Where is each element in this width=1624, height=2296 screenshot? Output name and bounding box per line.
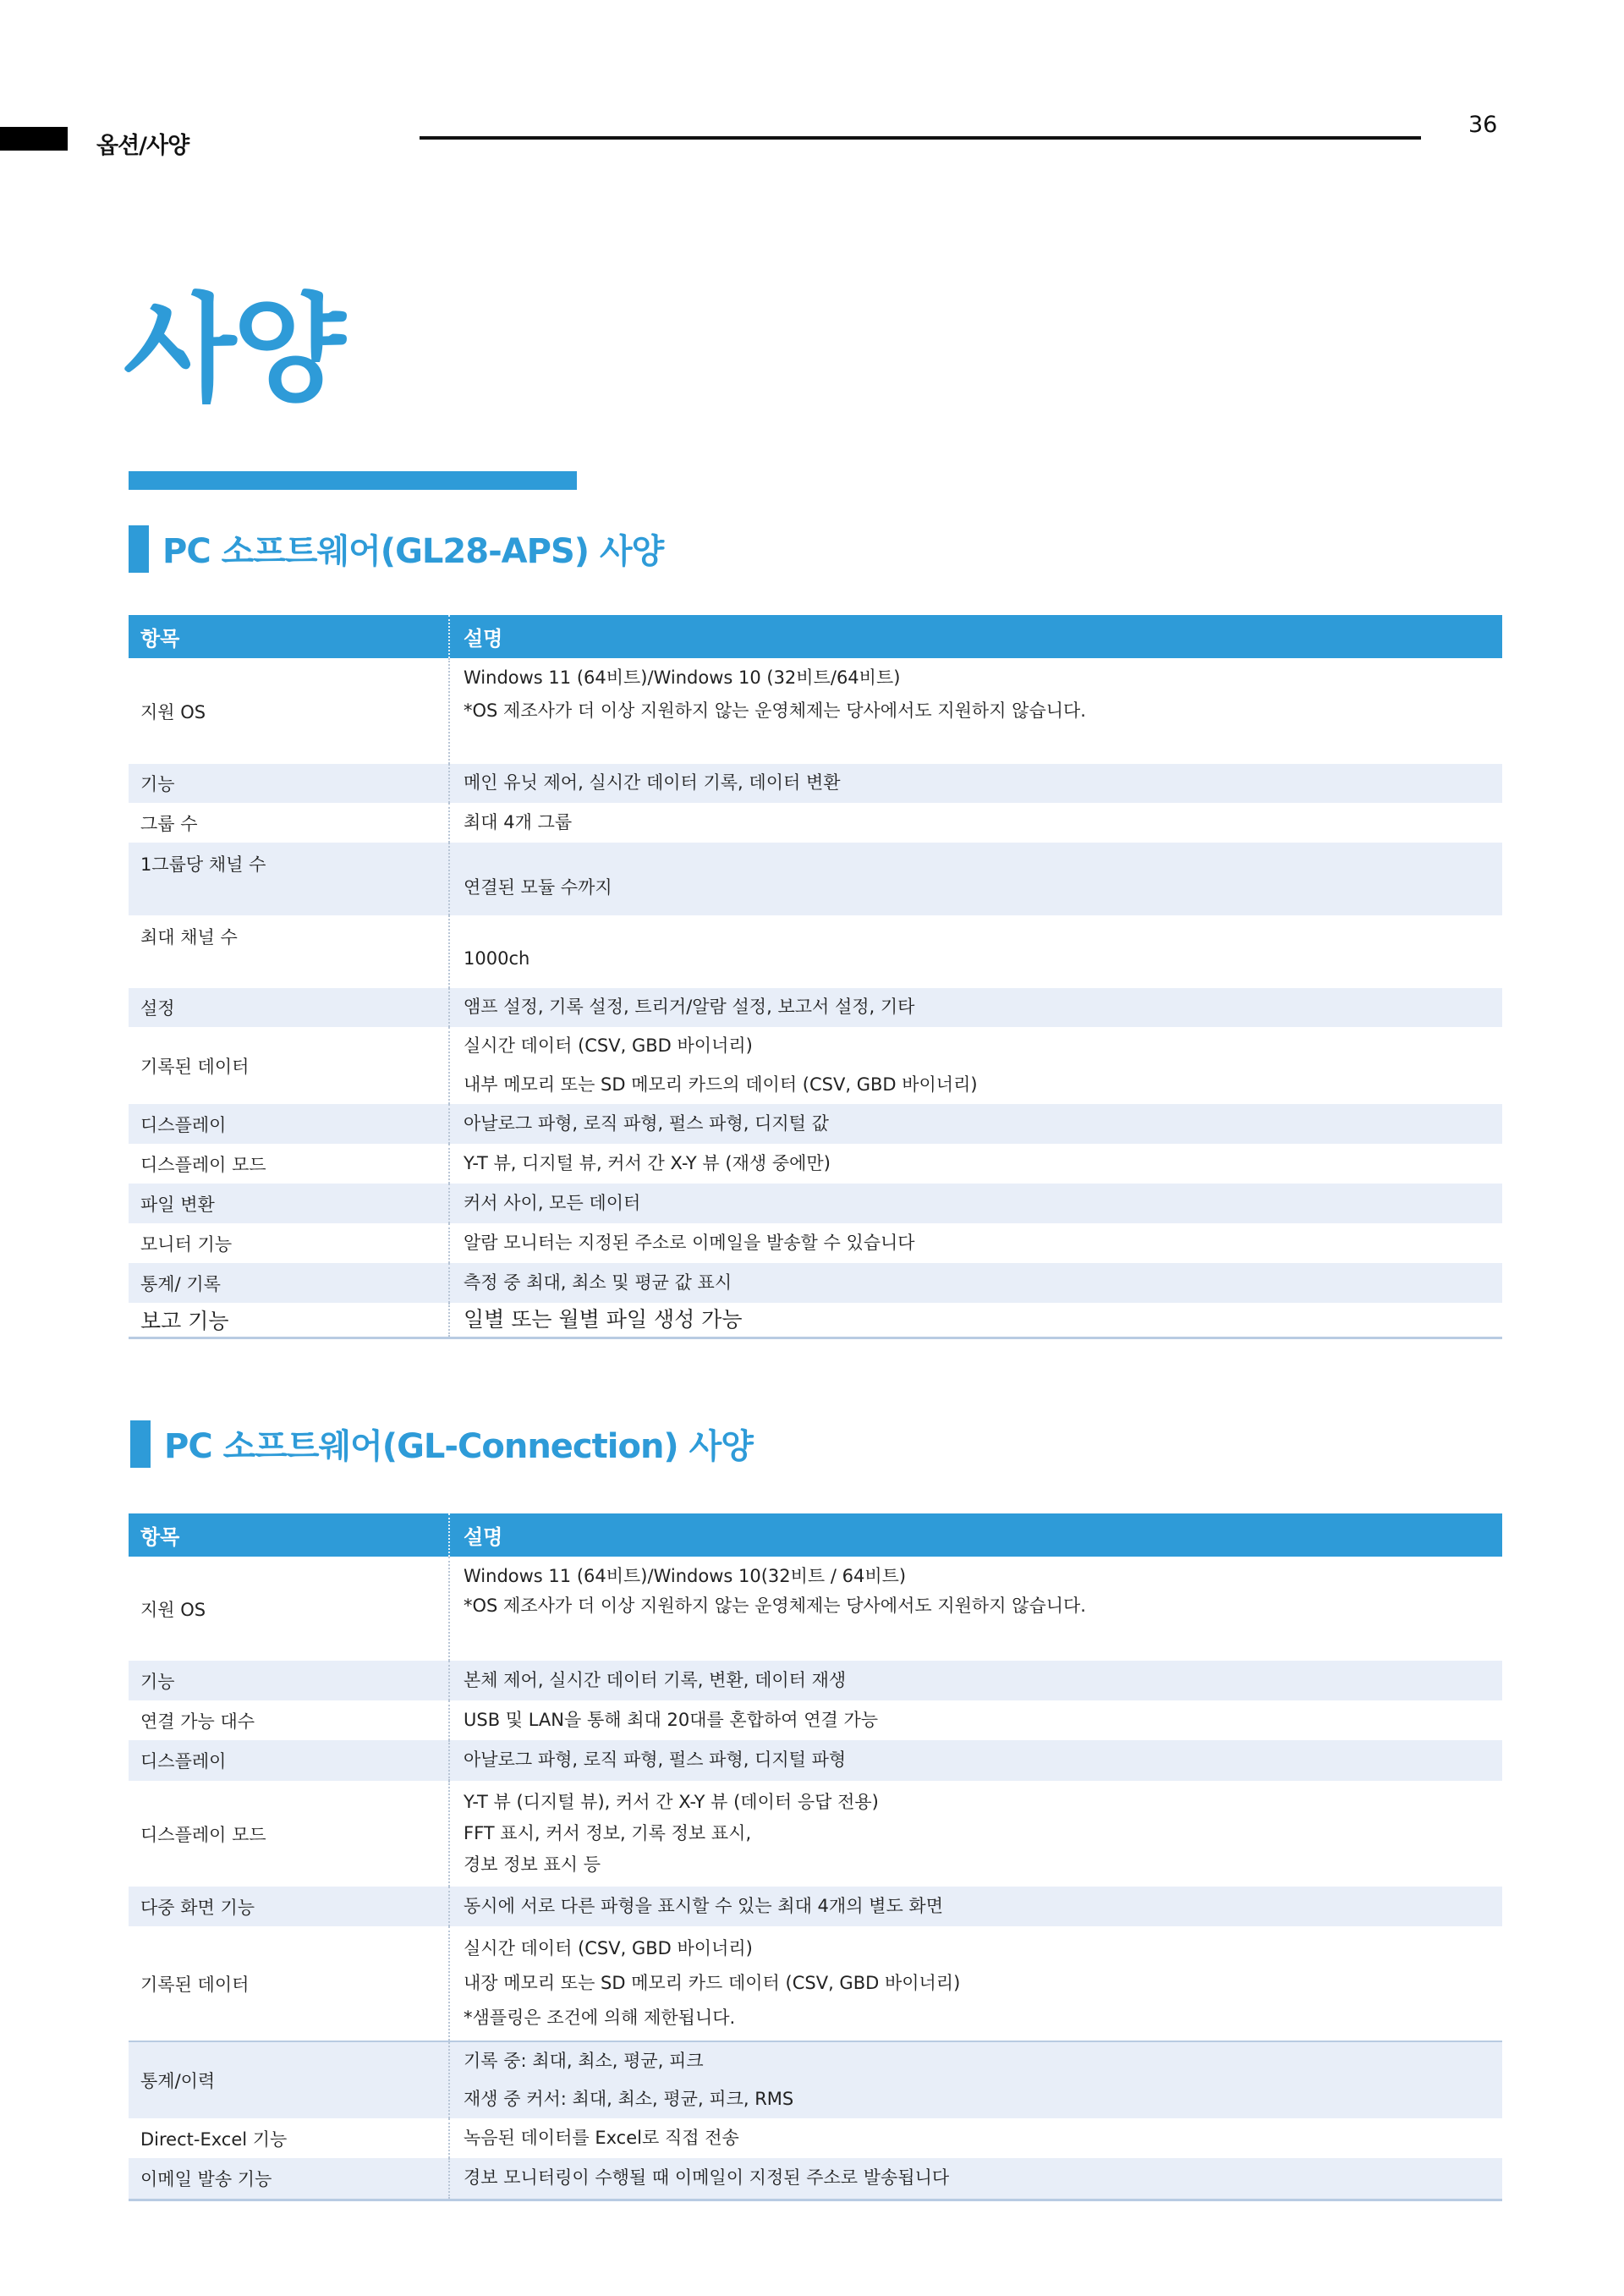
row-desc-line: FFT 표시, 커서 정보, 기록 정보 표시,: [464, 1822, 752, 1843]
row-desc-line: USB 및 LAN을 통해 최대 20대를 혼합하여 연결 가능: [464, 1709, 879, 1730]
row-item: 그룹 수: [140, 813, 198, 834]
row-desc-line: Windows 11 (64비트)/Windows 10 (32비트/64비트): [464, 667, 901, 688]
row-item: 1그룹당 채널 수: [140, 854, 266, 875]
col-header-desc: 설명: [448, 615, 1502, 658]
table-row: [129, 2041, 1502, 2118]
row-desc-line: Windows 11 (64비트)/Windows 10(32비트 / 64비트): [464, 1566, 907, 1586]
table-row: [129, 1184, 1502, 1223]
row-desc: [448, 1303, 1502, 1337]
section1-heading-text: PC 소프트웨어(GL28-APS) 사양: [162, 532, 664, 571]
page-title: 사양: [123, 282, 343, 418]
page-title-underline: [129, 471, 577, 490]
row-item: 지원 OS: [140, 701, 206, 722]
row-desc: [448, 988, 1502, 1027]
row-desc-line: 기록 중: 최대, 최소, 평균, 피크: [464, 2050, 704, 2071]
row-desc: [448, 764, 1502, 803]
row-desc-line: Y-T 뷰, 디지털 뷰, 커서 간 X-Y 뷰 (재생 중에만): [464, 1152, 831, 1173]
col-header-desc: 설명: [448, 1513, 1502, 1557]
row-desc: [448, 1144, 1502, 1184]
table-row: [129, 1781, 1502, 1887]
table-row: [129, 1263, 1502, 1303]
table-header: [129, 1513, 1502, 1557]
page-number: 36: [1468, 112, 1498, 138]
table-header: [129, 615, 1502, 658]
table-row: [129, 1740, 1502, 1781]
row-item: 파일 변환: [140, 1194, 215, 1215]
row-item: 디스플레이: [140, 1114, 227, 1135]
row-item: 디스플레이 모드: [140, 1154, 266, 1175]
table-row: [129, 1926, 1502, 2041]
col-header-item: 항목: [140, 1525, 180, 1549]
row-item: 지원 OS: [140, 1599, 206, 1620]
table-row: [129, 1557, 1502, 1661]
row-desc-line: 녹음된 데이터를 Excel로 직접 전송: [464, 2127, 739, 2148]
row-desc: [448, 1184, 1502, 1223]
row-item: 기능: [140, 1671, 175, 1692]
row-item: 기록된 데이터: [140, 1974, 250, 1995]
table-row: [129, 1027, 1502, 1104]
row-item: 설정: [140, 998, 175, 1019]
row-desc-line: 경보 모니터링이 수행될 때 이메일이 지정된 주소로 발송됩니다: [464, 2167, 950, 2189]
row-desc: [448, 2118, 1502, 2158]
table-row: [129, 1144, 1502, 1184]
row-desc-line: 내장 메모리 또는 SD 메모리 카드 데이터 (CSV, GBD 바이너리): [464, 1972, 961, 1993]
row-desc: [448, 1926, 1502, 2041]
row-desc-line: 메인 유닛 제어, 실시간 데이터 기록, 데이터 변환: [464, 772, 841, 794]
row-desc-line: 커서 사이, 모든 데이터: [464, 1192, 641, 1213]
row-desc-line: 재생 중 커서: 최대, 최소, 평균, 피크, RMS: [464, 2089, 794, 2109]
row-desc-line: *OS 제조사가 더 이상 지원하지 않는 운영체제는 당사에서도 지원하지 않습니다.: [464, 700, 1086, 722]
row-desc: [448, 803, 1502, 843]
section1-heading-accent: [129, 525, 149, 573]
table-row: [129, 988, 1502, 1027]
table-row: [129, 803, 1502, 843]
row-desc: [448, 2042, 1502, 2118]
row-desc-line: 실시간 데이터 (CSV, GBD 바이너리): [464, 1035, 753, 1057]
row-desc-line: *OS 제조사가 더 이상 지원하지 않는 운영체제는 당사에서도 지원하지 않습니다.: [464, 1596, 1086, 1617]
table-row: [129, 658, 1502, 764]
row-desc: [448, 658, 1502, 764]
row-item: 기록된 데이터: [140, 1056, 250, 1077]
table-row: [129, 1104, 1502, 1144]
row-item: 보고 기능: [140, 1309, 229, 1333]
header-rule: [420, 136, 1421, 140]
section1-heading: [129, 525, 663, 573]
table-row: [129, 1700, 1502, 1740]
table-row: [129, 1223, 1502, 1263]
spec-table-gl28-aps: [129, 615, 1502, 1339]
table-row: [129, 1887, 1502, 1926]
row-desc-line: 동시에 서로 다른 파형을 표시할 수 있는 최대 4개의 별도 화면: [464, 1895, 943, 1916]
header-accent-bar: [0, 127, 68, 151]
section2-heading-accent: [130, 1420, 151, 1468]
row-desc: [448, 1887, 1502, 1926]
row-item: 최대 채널 수: [140, 927, 238, 948]
row-desc: [448, 1104, 1502, 1144]
section2-heading-text: PC 소프트웨어(GL-Connection) 사양: [164, 1427, 753, 1466]
row-item: 통계/이력: [140, 2071, 216, 2091]
row-desc-line: 연결된 모듈 수까지: [464, 877, 612, 898]
row-desc: [448, 2158, 1502, 2199]
row-desc: [448, 1027, 1502, 1104]
row-desc: [448, 1557, 1502, 1661]
row-desc: [448, 1661, 1502, 1700]
row-item: 이메일 발송 기능: [140, 2169, 272, 2189]
row-desc-line: 경보 정보 표시 등: [464, 1854, 601, 1876]
row-item: 기능: [140, 774, 175, 794]
col-header-item: 항목: [140, 627, 180, 651]
table-row: [129, 843, 1502, 915]
row-desc-line: 알람 모니터는 지정된 주소로 이메일을 발송할 수 있습니다: [464, 1232, 915, 1253]
row-desc-line: 1000ch: [464, 948, 530, 969]
table-bottom-rule: [129, 1337, 1502, 1339]
row-item: 통계/ 기록: [140, 1273, 221, 1294]
row-desc: [448, 1263, 1502, 1303]
row-desc-line: *샘플링은 조건에 의해 제한됩니다.: [464, 2008, 736, 2029]
row-item: 디스플레이: [140, 1751, 227, 1771]
table-row: [129, 1303, 1502, 1337]
section2-heading: [130, 1420, 753, 1468]
row-item: 연결 가능 대수: [140, 1711, 255, 1732]
row-desc: [448, 1740, 1502, 1781]
row-desc: [448, 1223, 1502, 1263]
row-item: Direct-Excel 기능: [140, 2128, 288, 2150]
table-row: [129, 764, 1502, 803]
header-section-title: 옵션/사양: [96, 133, 189, 159]
row-desc-line: 실시간 데이터 (CSV, GBD 바이너리): [464, 1937, 753, 1958]
table-row: [129, 915, 1502, 988]
row-desc: [448, 1781, 1502, 1887]
row-desc-line: 측정 중 최대, 최소 및 평균 값 표시: [464, 1272, 732, 1293]
table-bottom-rule: [129, 2199, 1502, 2201]
row-desc-line: Y-T 뷰 (디지털 뷰), 커서 간 X-Y 뷰 (데이터 응답 전용): [464, 1791, 879, 1812]
row-desc-line: 본체 제어, 실시간 데이터 기록, 변환, 데이터 재생: [464, 1669, 847, 1690]
row-desc-line: 최대 4개 그룹: [464, 811, 573, 832]
table-row: [129, 2158, 1502, 2199]
row-item: 다중 화면 기능: [140, 1897, 255, 1918]
row-desc-line: 앰프 설정, 기록 설정, 트리거/알람 설정, 보고서 설정, 기타: [464, 997, 915, 1018]
row-desc-line: 내부 메모리 또는 SD 메모리 카드의 데이터 (CSV, GBD 바이너리): [464, 1074, 978, 1095]
table-row: [129, 1661, 1502, 1700]
table-row: [129, 2118, 1502, 2158]
row-desc-line: 아날로그 파형, 로직 파형, 펄스 파형, 디지털 파형: [464, 1749, 847, 1771]
row-item: 디스플레이 모드: [140, 1824, 266, 1845]
spec-table-gl-connection: [129, 1513, 1502, 2201]
row-desc-line: 일별 또는 월별 파일 생성 가능: [464, 1306, 743, 1332]
row-desc-line: 아날로그 파형, 로직 파형, 펄스 파형, 디지털 값: [464, 1112, 829, 1134]
row-desc: [448, 915, 1502, 988]
row-item: 모니터 기능: [140, 1233, 233, 1255]
row-desc: [448, 843, 1502, 915]
row-desc: [448, 1700, 1502, 1740]
